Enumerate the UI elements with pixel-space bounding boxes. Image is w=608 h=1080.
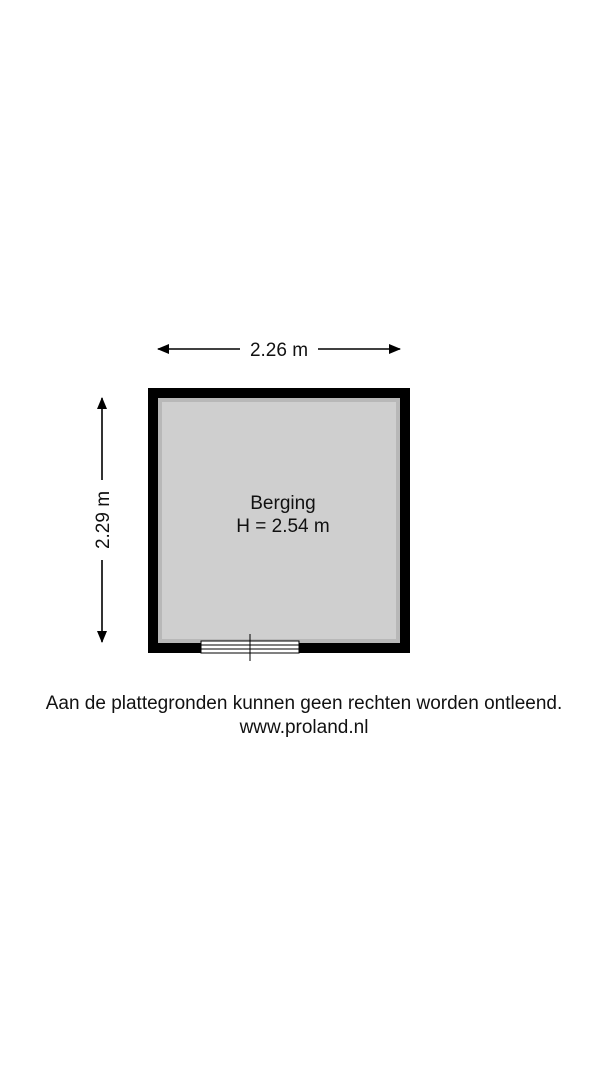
depth-label: 2.29 m xyxy=(93,490,114,550)
depth-dimension xyxy=(93,398,114,642)
room-height: H = 2.54 m xyxy=(236,516,330,537)
website-link[interactable]: www.proland.nl xyxy=(239,717,369,738)
width-dimension xyxy=(158,340,400,361)
disclaimer-text: Aan de plattegronden kunnen geen rechten worden ontleend. xyxy=(45,693,563,714)
room-berging xyxy=(148,388,410,653)
room-name: Berging xyxy=(250,493,316,514)
footer xyxy=(0,692,608,740)
width-label: 2.26 m xyxy=(249,340,309,361)
